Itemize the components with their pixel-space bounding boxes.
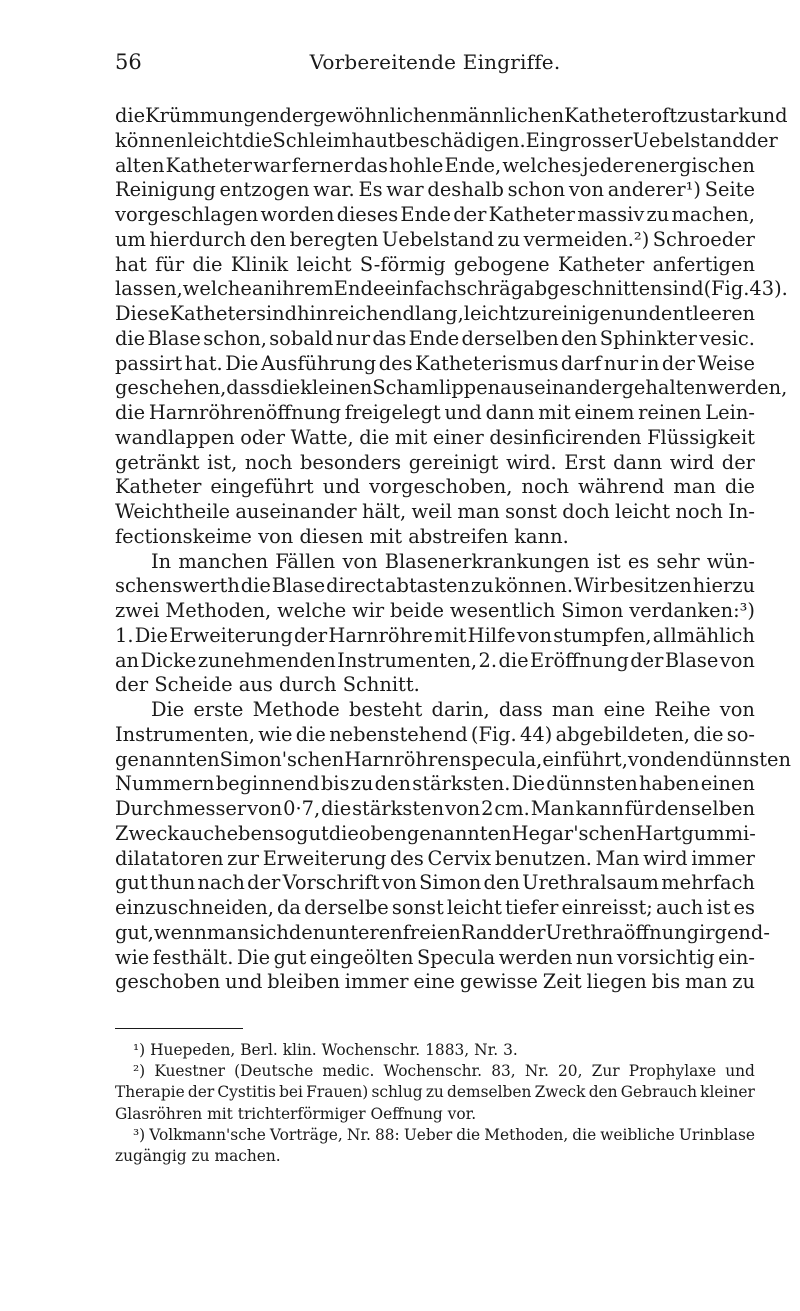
text-line: an Dicke zunehmenden Instrumenten, 2. die Eröffnung der Blase von [115, 648, 755, 672]
text-line: getränkt ist, noch besonders gereinigt wird. Erst dann wird der [115, 450, 755, 474]
text-line: Katheter eingeführt und vorgeschoben, noch während man die [115, 475, 755, 499]
text-line: einzuschneiden, da derselbe sonst leicht tiefer einreisst; auch ist es [115, 896, 755, 919]
footnote-line: ²) Kuestner (Deutsche medic. Wochenschr. 83, Nr. 20, Zur Prophylaxe und [133, 1062, 755, 1081]
text-line: gut thun nach der Vorschrift von Simon den Urethralsaum mehrfach [115, 871, 755, 895]
text-line: fectionskeime von diesen mit abstreifen kann. [115, 524, 569, 548]
text-line: geschoben und bleiben immer eine gewisse Zeit liegen bis man zu [115, 970, 755, 994]
text-line: Zweck auch ebensogut die obengenannten Hegar'schen Hartgummi- [115, 821, 756, 845]
text-line: geschehen, dass die kleinen Schamlippen auseinandergehalten werden, [115, 376, 788, 400]
footnote-line: ¹) Huepeden, Berl. klin. Wochenschr. 1883, Nr. 3. [133, 1041, 518, 1059]
text-line: können leicht die Schleimhaut beschädigen. Ein grosser Uebelstand der [115, 128, 778, 152]
text-line: Durchmesser von 0·7, die stärksten von 2 cm. Man kann für denselben [115, 797, 755, 820]
text-line: 1. Die Erweiterung der Harnröhre mit Hilfe von stumpfen, allmählich [115, 623, 755, 647]
text-line: Nummern beginnend bis zu den stärksten. Die dünnsten haben einen [115, 772, 755, 796]
running-head: Vorbereitende Eingriffe. [309, 50, 561, 74]
text-line: Diese Katheter sind hinreichend lang, leicht zu reinigen und entleeren [115, 302, 756, 325]
footnote-line: ³) Volkmann'sche Vorträge, Nr. 88: Ueber die Methoden, die weibliche Urinblase [133, 1125, 755, 1144]
footnote-line: Therapie der Cystitis bei Frauen) schlug zu demselben Zweck den Gebrauch kleiner [115, 1083, 755, 1102]
text-line: In manchen Fällen von Blasenerkrankungen ist es sehr wün- [151, 549, 755, 573]
main-text [115, 104, 791, 995]
footnotes [115, 1040, 755, 1167]
text-line: wandlappen oder Watte, die mit einer desinficirenden Flüssigkeit [115, 425, 755, 449]
text-line: gut, wenn man sich den unteren freien Rand der Urethraöffnung irgend- [115, 920, 770, 944]
text-line: dilatatoren zur Erweiterung des Cervix benutzen. Man wird immer [115, 846, 755, 870]
page-header [115, 50, 755, 80]
text-line: Reinigung entzogen war. Es war deshalb schon von anderer¹) Seite [115, 178, 755, 202]
text-line: um hierdurch den beregten Uebelstand zu vermeiden.²) Schroeder [115, 227, 755, 251]
text-line: Weichtheile auseinander hält, weil man sonst doch leicht noch In- [115, 500, 755, 523]
text-line: zwei Methoden, welche wir beide wesentlich Simon verdanken:³) [115, 599, 755, 622]
text-line: Instrumenten, wie die nebenstehend (Fig. 44) abgebildeten, die so- [115, 722, 755, 746]
text-line: die Harnröhrenöffnung freigelegt und dann mit einem reinen Lein- [115, 401, 755, 424]
text-line: vorgeschlagen worden dieses Ende der Katheter massiv zu machen, [115, 203, 755, 226]
text-line: schenswerth die Blase direct abtasten zu können. Wir besitzen hierzu [115, 574, 755, 598]
text-line: hat für die Klinik leicht S-förmig gebogene Katheter anfertigen [115, 252, 755, 276]
text-line: passirt hat. Die Ausführung des Katheterismus darf nur in der Weise [115, 351, 755, 375]
footnote-line: Glasröhren mit trichterförmiger Oeffnung vor. [115, 1104, 477, 1123]
text-line: wie festhält. Die gut eingeölten Specula werden nun vorsichtig ein- [115, 945, 755, 969]
text-line: genannten Simon'schen Harnröhrenspecula, einführt, von den dünnsten [115, 747, 791, 771]
text-line: der Scheide aus durch Schnitt. [115, 673, 420, 697]
page-number: 56 [115, 50, 142, 74]
text-line: lassen, welche an ihrem Ende einfach schräg abgeschnitten sind (Fig. 43). [115, 277, 788, 301]
text-line: Die erste Methode besteht darin, dass man eine Reihe von [151, 698, 755, 721]
text-line: alten Katheter war ferner das hohle Ende, welches jeder energischen [115, 153, 755, 177]
footnote-line: zugängig zu machen. [115, 1146, 281, 1165]
text-line: die Blase schon, sobald nur das Ende derselben den Sphinkter vesic. [115, 326, 755, 350]
text-line: die Krümmungen der gewöhnlichen männlichen Katheter oft zu stark und [115, 104, 788, 127]
footnote-divider [115, 1028, 243, 1029]
